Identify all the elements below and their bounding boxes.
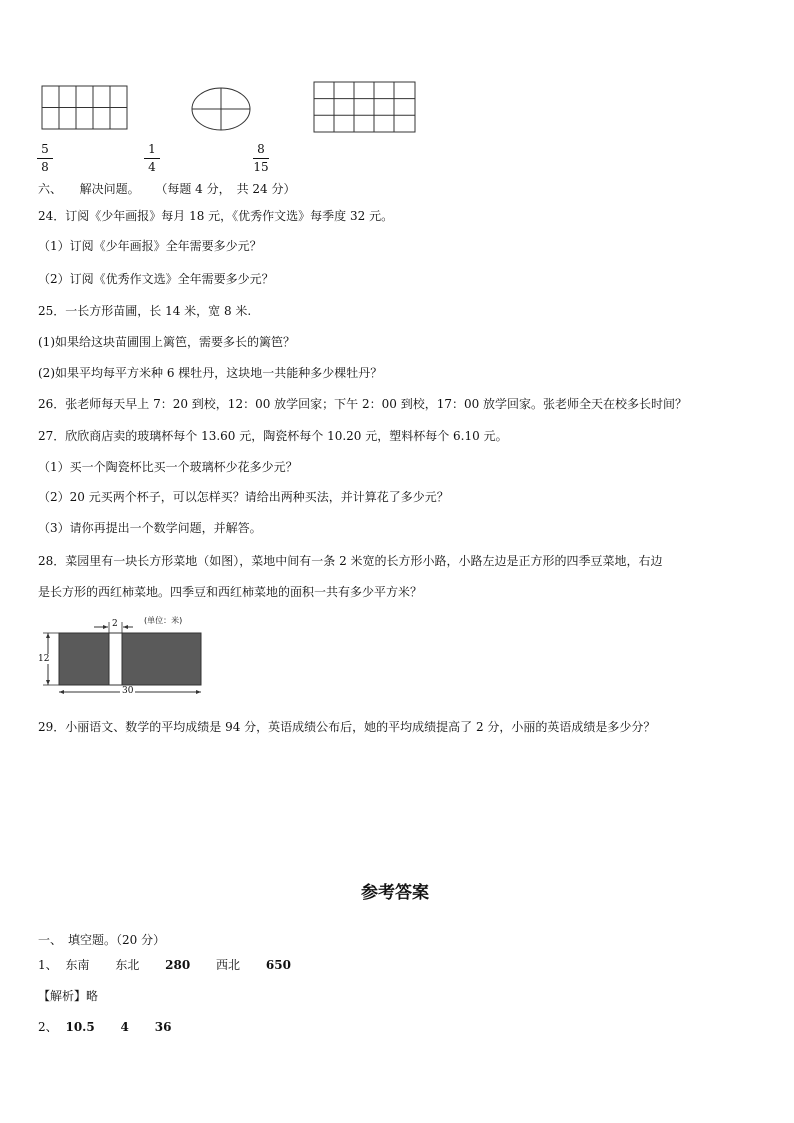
- question-27-stem: 27．欣欣商店卖的玻璃杯每个 13.60 元，陶瓷杯每个 10.20 元，塑料杯每个 6.10 元。: [38, 429, 508, 443]
- answer-1-analysis: 【解析】略: [38, 989, 99, 1003]
- ellipse-quarters-figure: [190, 86, 252, 132]
- section-6-note: （每题 4 分， 共 24 分）: [155, 182, 296, 196]
- answer-1-number: 1、: [38, 958, 58, 972]
- fraction-3-numerator: 8: [257, 142, 265, 156]
- question-28-stem-line-2: 是长方形的西红柿菜地。四季豆和西红柿菜地的面积一共有多少平方米？: [38, 585, 423, 599]
- question-27-part-2: （2）20 元买两个杯子，可以怎样买？请给出两种买法，并计算花了多少元？: [38, 490, 449, 504]
- answer-1-item: 650: [265, 958, 291, 972]
- question-27-part-1: （1）买一个陶瓷杯比买一个玻璃杯少花多少元？: [38, 460, 298, 474]
- section-6-heading: [38, 181, 296, 197]
- fraction-1: [37, 142, 53, 175]
- garden-plot-figure: [38, 616, 206, 698]
- question-25-part-2: (2)如果平均每平方米种 6 棵牡丹，这块地一共能种多少棵牡丹？: [38, 366, 383, 380]
- figure-height-label: 12: [38, 654, 50, 664]
- fraction-1-denominator: 8: [41, 160, 49, 174]
- figure-path-width-label: 2: [112, 619, 118, 629]
- question-27-part-3: （3）请你再提出一个数学问题，并解答。: [38, 521, 262, 535]
- section-6-text: 解决问题。: [79, 182, 140, 196]
- answer-2-item: 36: [154, 1020, 172, 1034]
- question-25-part-1: (1)如果给这块苗圃围上篱笆，需要多长的篱笆？: [38, 335, 295, 349]
- question-25-stem: 25．一长方形苗圃，长 14 米，宽 8 米.: [38, 304, 252, 318]
- answer-1-item: 东北: [115, 958, 140, 972]
- question-28-stem-line-1: 28．菜园里有一块长方形菜地（如图），菜地中间有一条 2 米宽的长方形小路，小路左边是正方形的四季豆菜地，右边: [38, 554, 663, 568]
- question-24-stem: 24．订阅《少年画报》每月 18 元，《优秀作文选》每季度 32 元。: [38, 209, 394, 223]
- figure-unit-label: (单位：米): [144, 616, 183, 625]
- answer-1-item: 西北: [216, 958, 241, 972]
- question-29-stem: 29．小丽语文、数学的平均成绩是 94 分，英语成绩公布后，她的平均成绩提高了 2 分，小丽的英语成绩是多少分？: [38, 720, 656, 734]
- answer-1-row: [38, 957, 313, 973]
- figure-length-label: 30: [122, 686, 134, 696]
- answers-title: 参考答案: [361, 883, 429, 903]
- fraction-2-denominator: 4: [148, 160, 156, 174]
- grid-5x3-figure: [313, 81, 417, 134]
- answer-2-number: 2、: [38, 1020, 58, 1034]
- answer-2-item: 10.5: [65, 1020, 95, 1034]
- grid-5x2-figure: [41, 85, 129, 131]
- question-24-part-2: （2）订阅《优秀作文选》全年需要多少元？: [38, 272, 274, 286]
- fraction-3-denominator: 15: [253, 160, 269, 174]
- question-24-part-1: （1）订阅《少年画报》全年需要多少元？: [38, 239, 262, 253]
- question-26-stem: 26．张老师每天早上 7：20 到校，12：00 放学回家；下午 2：00 到校，17：00 放学回家。张老师全天在校多长时间？: [38, 397, 688, 411]
- fraction-2-numerator: 1: [148, 142, 156, 156]
- answer-2-row: [38, 1019, 193, 1035]
- fraction-3: [253, 142, 269, 175]
- answer-2-item: 4: [120, 1020, 129, 1034]
- fraction-1-numerator: 5: [41, 142, 49, 156]
- answer-1-item: 东南: [65, 958, 90, 972]
- answer-1-item: 280: [165, 958, 191, 972]
- fraction-2: [144, 142, 160, 175]
- answers-section-1-heading: 一、 填空题。（20 分）: [38, 933, 166, 947]
- section-6-label: 六、: [38, 182, 63, 196]
